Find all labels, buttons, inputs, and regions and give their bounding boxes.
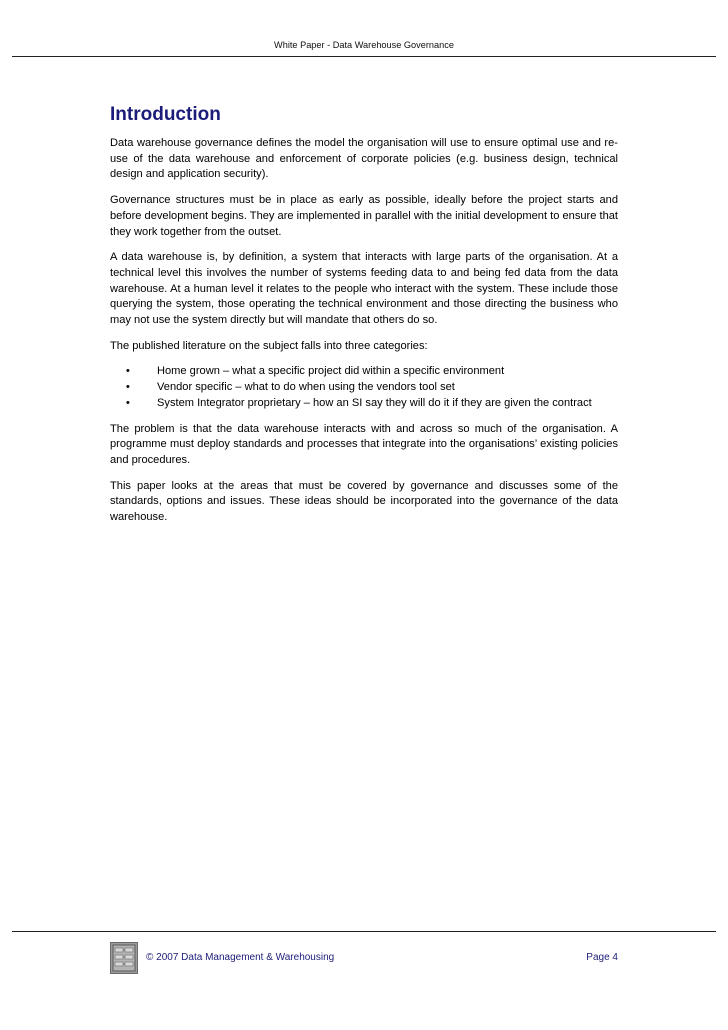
paragraph-interaction: A data warehouse is, by definition, a system that interacts with large parts of the organisation. At a technical level this involves the number of systems feeding data to and being fed data from the data warehouse. At a human level it relates to the people who interact with the system. These include those querying the system, those operating the technical environment and those directing the business who may not use the system directly but will mandate that others do so. <box>110 251 618 327</box>
bullet-icon: • <box>126 396 130 409</box>
footer-copyright: © 2007 Data Management & Warehousing <box>146 952 335 963</box>
bullet-icon: • <box>126 365 130 378</box>
paragraph-scope: This paper looks at the areas that must be covered by governance and discusses some of the standards, options and issues. These ideas should be incorporated into the governance of the data warehouse. <box>110 479 618 524</box>
list-item-text: Vendor specific – what to do when using the vendors tool set <box>157 381 455 394</box>
bullet-icon: • <box>126 381 130 394</box>
company-logo-icon <box>110 942 138 974</box>
list-item <box>110 396 618 412</box>
paragraph-problem: The problem is that the data warehouse interacts with and across so much of the organisation. A programme must deploy standards and processes that integrate into the organisations’ existing policies and procedures. <box>110 422 618 466</box>
section-heading: Introduction <box>110 104 221 125</box>
page-number: Page 4 <box>586 952 618 963</box>
list-item-text: Home grown – what a specific project did within a specific environment <box>157 365 505 378</box>
footer-divider <box>12 931 716 932</box>
page-header-title: White Paper - Data Warehouse Governance <box>274 40 454 50</box>
paragraph-definition: Data warehouse governance defines the model the organisation will use to ensure optimal use and re-use of the data warehouse and enforcement of corporate policies (e.g. business design, technical design and application security). <box>110 137 618 181</box>
list-item-text: System Integrator proprietary – how an SI say they will do it if they are given the contract <box>157 396 592 409</box>
paragraph-literature: The published literature on the subject falls into three categories: <box>110 339 428 352</box>
list-item <box>110 380 618 396</box>
list-item <box>110 364 618 380</box>
category-list <box>110 364 618 411</box>
paragraph-structures: Governance structures must be in place as early as possible, ideally before the project starts and before development begins. They are implemented in parallel with the initial development to ensure that they work together from the outset. <box>110 194 618 238</box>
document-body <box>110 103 618 536</box>
header-divider <box>12 56 716 57</box>
